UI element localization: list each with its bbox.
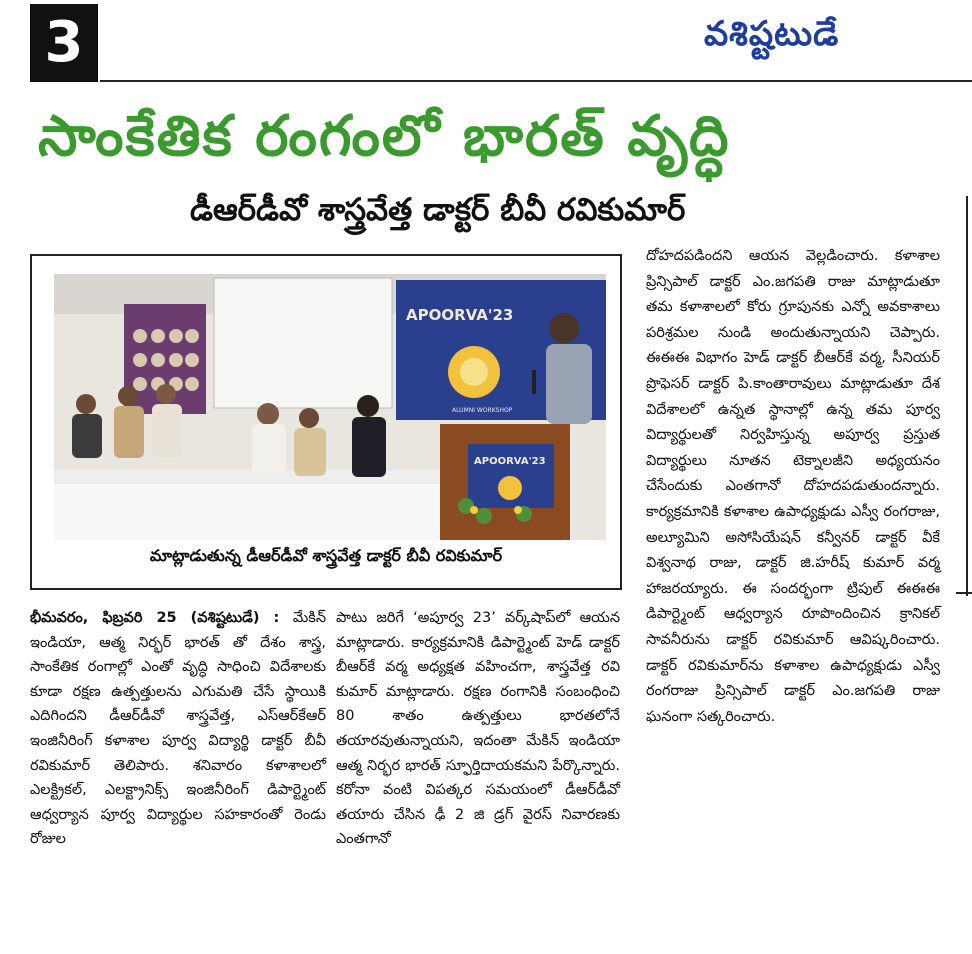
article-text-col3: దోహదపడిందని ఆయన వెల్లడించారు. కళాశాల ప్రిన్సిపాల్ డాక్టర్ ఎం.జగపతి రాజు మాట్లాడుతూ తమ కళాశాలలో కోరు గ్రూపునకు ఎన్నో అవకాశాలు పరిశ్రమల నుండి అందుతున్నాయని చెప్పారు. ఈఈఈ విభాగం హెడ్ డాక్టర్ బీఆర్‌కే వర్మ, సీనియర్ ప్రొఫెసర్ డాక్టర్ పి.కాంతారావులు మాట్లాడుతూ దేశ విదేశాలలో ఉన్నత స్థానాల్లో ఉన్న తమ పూర్వ విద్యార్థులతో నిర్వహిస్తున్న అపూర్వ ప్రస్తుత విద్యార్థులు నూతన టెక్నాలజీని అధ్యయనం చేసేందుకు ఎంతగానో దోహదపడుతుందన్నారు. కార్యక్రమానికి కళాశాల ఉపాధ్యక్షుడు ఎస్వీ రంగరాజు, అల్యూమిని అసోసియేషన్ కన్వీనర్ డాక్టర్ వీకే విశ్వనాథ రాజు, డాక్టర్ జి.హరీష్ కుమార్ వర్మ హాజరయ్యారు. ఈ సందర్భంగా ట్రిపుల్ ఈఈఈ డిపార్ట్మెంట్ ఆధ్వర్యాన రూపొందించిన క్రానికల్ సావనీరును డాక్టర్ రవికుమార్ ఆవిష్కరించారు. డాక్టర్ రవికుమార్‌ను కళాశాల ఉపాధ్యక్షుడు ఎస్వీ రంగరాజు ప్రిన్సిపాల్ డాక్టర్ ఎం.జగపతి రాజు ఘనంగా సత్కరించారు. — [646, 248, 940, 725]
top-rule — [100, 80, 972, 82]
article-text-col1: మేకిన్ ఇండియా, ఆత్మ నిర్భర్ భారత్ తో దేశం శాస్త్ర, సాంకేతిక రంగాల్లో ఎంతో వృద్ధి సాధించి విదేశాలకు కూడా రక్షణ ఉత్పత్తులను ఎగుమతి చేసే స్థాయికి ఎదిగిందని డీఆర్‌డీవో శాస్త్రవేత్త, ఎస్ఆర్‌కేఆర్ ఇంజినీరింగ్ కళాశాల పూర్వ విద్యార్థి డాక్టర్ బీవీ రవికుమార్ తెలిపారు. శనివారం కళాశాలలో ఎలక్ట్రికల్, ఎలక్ట్రానిక్స్ ఇంజినీరింగ్ డిపార్ట్మెంట్ ఆధ్వర్యాన పూర్వ విద్యార్థుల సహకారంతో రెండు రోజుల — [30, 610, 326, 848]
masthead: వశిష్టటుడే — [704, 14, 840, 54]
podium-label: APOORVA'23 — [474, 456, 546, 467]
article-column-2 — [336, 606, 620, 852]
banner-title: APOORVA'23 — [406, 306, 514, 324]
side-rule-bottom — [956, 592, 972, 594]
article-column-1 — [30, 606, 326, 852]
page-number: 3 — [30, 4, 98, 82]
subheadline: డీఆర్‌డీవో శాస్త్రవేత్త డాక్టర్ బీవీ రవికుమార్ — [190, 192, 686, 228]
photo-frame — [30, 254, 622, 590]
event-photo-illustration — [54, 274, 606, 540]
article-column-3 — [646, 244, 940, 730]
photo-caption: మాట్లాడుతున్న డీఆర్‌డీవో శాస్త్రవేత్త డాక్టర్ బీవీ రవికుమార్ — [149, 546, 503, 565]
event-photo — [54, 274, 606, 540]
headline: సాంకేతిక రంగంలో భారత్ వృద్ధి — [38, 104, 731, 169]
banner-subtitle: ALUMNI WORKSHOP — [452, 407, 513, 414]
article-text-col2: పాటు జరిగే ‘అపూర్వ 23’ వర్క్‌షాప్‌లో ఆయన మాట్లాడారు. కార్యక్రమానికి డిపార్ట్మెంట్ హెడ్ డాక్టర్ బీఆర్‌కే వర్మ అధ్యక్షత వహించగా, శాస్త్రవేత్త రవి కుమార్ మాట్లాడారు. రక్షణ రంగానికి సంబంధించి 80 శాతం ఉత్పత్తులు భారతలోనే తయారవుతున్నాయని, ఇదంతా మేకిన్ ఇండియా ఆత్మ నిర్భర భారత్ స్ఫూర్తిదాయకమని పేర్కొన్నారు. కరోనా వంటి విపత్కర సమయంలో డీఆర్‌డీవో తయారు చేసిన ఢీ 2 జి డ్రగ్ వైరస్ నివారణకు ఎంతగానో — [336, 610, 620, 848]
side-rule — [966, 196, 968, 596]
dateline: భీమవరం, ఫిబ్రవరి 25 (వశిష్టటుడే) : — [30, 610, 280, 626]
